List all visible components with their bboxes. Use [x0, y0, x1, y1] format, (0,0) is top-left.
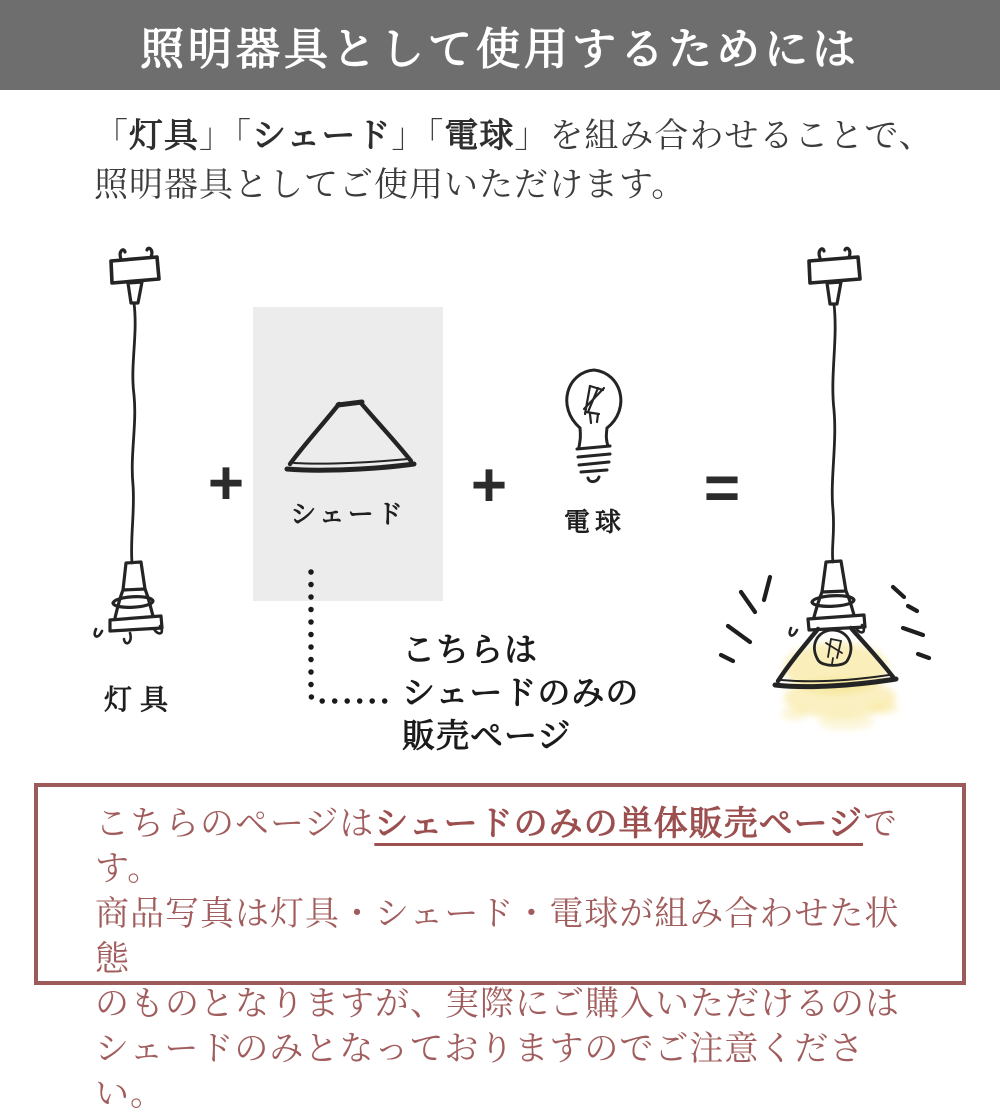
plus-operator-1: + — [207, 448, 245, 518]
shade-panel — [253, 307, 443, 601]
intro-text — [94, 112, 954, 210]
shade-label: シェード — [290, 499, 406, 529]
term-bulb: 電球 — [444, 117, 515, 155]
term-shade: シェード — [252, 117, 392, 155]
notice-emphasis: シェードのみの単体販売ページ — [374, 805, 863, 843]
note-line3: 販売ページ — [402, 717, 572, 754]
page-title: 照明器具として使用するためには — [140, 25, 860, 74]
notice-box — [34, 783, 966, 1113]
intro-line1: 「灯具」「シェード」「電球」を組み合わせることで、 — [94, 117, 934, 155]
shade-only-note — [402, 628, 639, 757]
notice-line1: こちらのページはシェードのみの単体販売ページです。 — [95, 805, 898, 888]
bulb-filament — [584, 386, 604, 423]
note-line2: シェードのみの — [402, 674, 640, 711]
assembled-bulb-filament — [826, 639, 842, 664]
plus-operator-2: + — [470, 450, 508, 520]
term-fixture: 灯具 — [129, 117, 199, 155]
bulb-sketch — [567, 370, 621, 482]
intro-line2: 照明器具としてご使用いただけます。 — [94, 166, 687, 204]
bulb-label: 電球 — [563, 507, 626, 537]
header-bar — [0, 0, 1000, 90]
notice-line3: のものとなりますが、実際にご購入いただけるのは — [95, 985, 900, 1023]
fixture-label: 灯具 — [104, 684, 177, 715]
notice-line4: シェードのみとなっておりますのでご注意ください。 — [95, 1030, 865, 1113]
fixture-sketch — [95, 248, 162, 643]
notice-line2: 商品写真は灯具・シェード・電球が組み合わせた状態 — [95, 895, 900, 978]
note-line1: こちらは — [402, 631, 538, 668]
equals-operator: = — [703, 453, 741, 523]
lamp-glow — [781, 642, 899, 730]
light-rays — [721, 577, 929, 661]
